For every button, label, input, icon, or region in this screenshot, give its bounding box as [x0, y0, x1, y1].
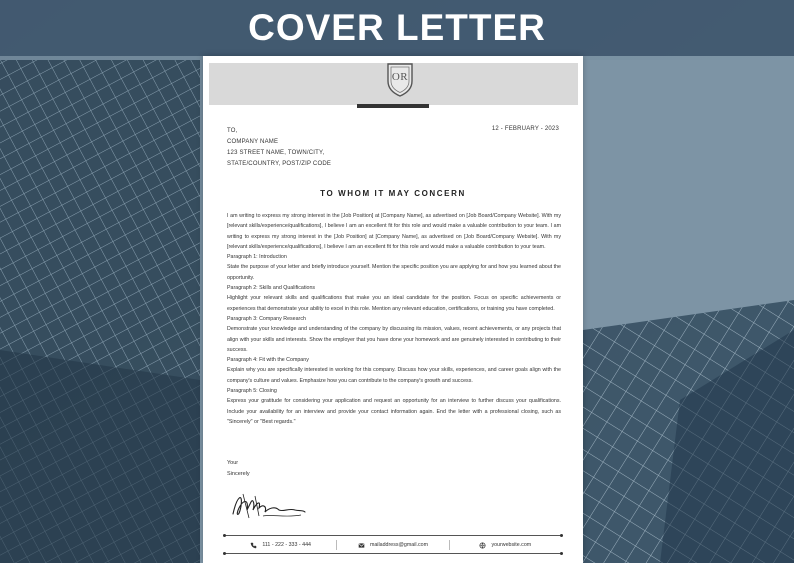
phone-icon	[250, 542, 257, 549]
email-address[interactable]: mailaddress@gmail.com	[369, 542, 429, 548]
body-paragraph: Express your gratitude for considering your application and request an opportunity for an interview to further discuss your qualifications. Include your availability for an interview and provide your contact information again. End the letter with a professional closing, such as "Sincerely" or "Best regards."	[227, 398, 561, 425]
section-heading: Paragraph 3: Company Research	[227, 315, 306, 322]
handwritten-signature	[229, 488, 309, 524]
contact-footer	[225, 539, 561, 551]
closing-line: Your	[227, 460, 239, 466]
globe-icon	[479, 542, 486, 549]
email-icon	[358, 542, 365, 549]
recipient-line: COMPANY NAME	[227, 139, 279, 145]
body-paragraph: I am writing to express my strong interest in the [Job Position] at [Company Name], as advertised on [Job Board/Company Website]. With my [relevant skills/experience/qualifications], I believe I am an excellent fit for this role and would make a valuable contribution to your team. I am writing to express my strong interest in the [Job Position] at [Company Name], as advertised on [Job Board/Company Website]. With my [relevant skills/experience/qualifications], I believe I am an excellent fit for this role and would make a valuable contribution to your team.	[227, 213, 561, 250]
section-heading: Paragraph 2: Skills and Qualifications	[227, 285, 316, 292]
recipient-line: STATE/COUNTRY, POST/ZIP CODE	[227, 161, 332, 167]
footer-email	[337, 539, 448, 551]
section-heading: Paragraph 4: Fit with the Company	[227, 357, 309, 364]
letter-date: 12 - FEBRUARY - 2023	[491, 126, 559, 132]
footer-rule-dot	[223, 534, 226, 537]
letter-body	[227, 211, 561, 427]
section-heading: Paragraph 1: Introduction	[227, 254, 287, 261]
footer-rule-bottom	[225, 553, 561, 554]
cover-letter-page	[203, 56, 583, 563]
website-url[interactable]: yourwebsite.com	[491, 542, 532, 548]
footer-website	[450, 539, 561, 551]
salutation: TO WHOM IT MAY CONCERN	[320, 189, 466, 198]
footer-phone	[225, 539, 336, 551]
closing-line: Sincerely	[227, 470, 250, 477]
recipient-address	[227, 126, 331, 170]
footer-rule-dot	[560, 552, 563, 555]
footer-rule-dot	[223, 552, 226, 555]
footer-rule-top	[225, 535, 561, 536]
banner-title: COVER LETTER	[248, 7, 546, 48]
body-paragraph: Highlight your relevant skills and qualifications that make you an ideal candidate for the position. Focus on specific achievements or experiences that demonstrate your ability to excel in this role. Mention any relevant education, certifications, or training you have completed.	[227, 295, 561, 312]
footer-rule-dot	[560, 534, 563, 537]
monogram-initials: OR	[391, 71, 409, 83]
body-paragraph: State the purpose of your letter and briefly introduce yourself. Mention the specific position you are applying for and how you learned about the opportunity.	[227, 264, 561, 281]
phone-number: 111 - 222 - 333 - 444	[262, 542, 311, 548]
title-banner	[0, 0, 794, 56]
body-paragraph: Demonstrate your knowledge and understanding of the company by discussing its mission, values, recent achievements, or any projects that align with your skills and interests. Show the employer that you have done your homework and are genuinely interested in contributing to their success.	[227, 326, 561, 353]
closing-block	[227, 458, 250, 479]
recipient-line: TO,	[227, 128, 238, 134]
section-heading: Paragraph 5: Closing	[227, 388, 277, 395]
monogram-logo	[386, 63, 414, 97]
body-paragraph: Explain why you are specifically interested in working for this company. Discuss how your skills, experiences, and career goals align with the company's culture and values. Emphasize how you can contribute to the company's growth and success.	[227, 367, 561, 384]
header-band	[209, 63, 578, 105]
recipient-line: 123 STREET NAME, TOWN/CITY,	[227, 150, 325, 156]
header-accent-bar	[357, 104, 429, 108]
